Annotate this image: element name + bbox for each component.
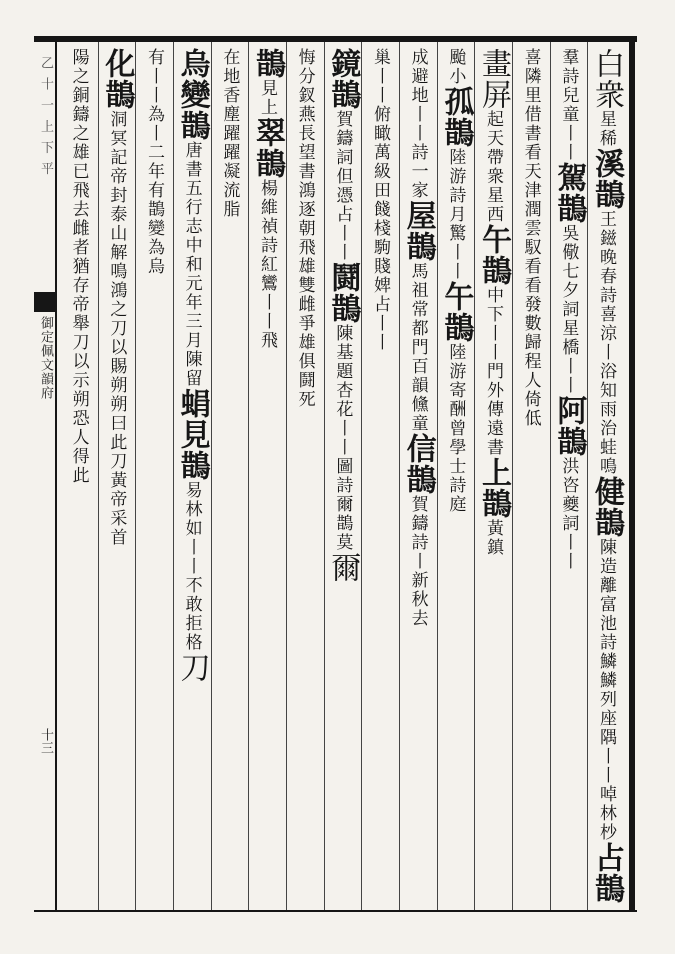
column-text: 唐書五行志中和元年三月陳留 xyxy=(181,141,202,388)
frame-top-border xyxy=(34,36,637,42)
column-text: 悔分釵燕長望書鴻 xyxy=(294,48,315,200)
headword: 屋鵲 xyxy=(400,200,436,262)
column-text: 陽之銅鑄之雄已飛去雌者猶存帝舉刀以示朔恐人得此 xyxy=(68,48,89,485)
column-text: 起天帶衆星西 xyxy=(482,110,503,224)
column-text: 喜隣里借書看 xyxy=(520,48,541,162)
column-text: 王鎡晚春詩喜涼丨浴知雨治蛙鳴 xyxy=(595,210,616,476)
fish-tail-mark-icon xyxy=(34,292,55,312)
margin-top-marks: 乙 十 一 上 下 平 xyxy=(38,56,53,177)
column-text: 巢丨丨俯瞰萬級田 xyxy=(369,48,390,200)
headword: 翠鵲 xyxy=(249,117,285,179)
margin-page-number: 十三 xyxy=(38,728,53,754)
column-text: 陸游詩月驚丨丨 xyxy=(445,148,466,281)
column-text: 洪咨夔詞丨丨 xyxy=(558,457,579,571)
text-column xyxy=(173,48,211,908)
headword: 信鵲 xyxy=(400,433,436,495)
column-text: 畫屏 xyxy=(475,48,511,110)
headword: 阿鵲 xyxy=(551,395,587,457)
text-column xyxy=(211,48,249,908)
headword: 健鵲 xyxy=(588,476,624,538)
column-rule xyxy=(98,42,99,910)
headword: 孤鵲 xyxy=(438,86,474,148)
headword: 駕鵲 xyxy=(551,162,587,224)
column-text: 天津潤雲馭看看發 xyxy=(520,162,541,314)
headword: 鏡鵲 xyxy=(325,48,361,110)
column-text: 黃鎮 xyxy=(482,519,503,557)
text-column xyxy=(98,48,136,908)
column-rule xyxy=(361,42,362,910)
column-text: 有丨丨為丨二年有鵲變為烏 xyxy=(143,48,164,276)
headword: 溪鵲 xyxy=(588,148,624,210)
column-text: 陳造離富池詩鱗鱗列座隅丨丨啅林杪 xyxy=(595,538,616,842)
column-text: 數歸程人倚低 xyxy=(520,314,541,428)
column-rule xyxy=(474,42,475,910)
column-text: 白衆 xyxy=(588,48,624,110)
column-rule xyxy=(173,42,174,910)
column-text: 陳基題杏花丨丨圖詩爾鵲莫 xyxy=(332,324,353,552)
column-text: 餞棧駒賤婢占丨丨 xyxy=(369,200,390,352)
column-rule xyxy=(211,42,212,910)
column-text: 洞冥記帝封泰山解鳴鴻之刀以賜朔朔曰此刀黃帝采首 xyxy=(106,110,127,547)
text-column xyxy=(587,48,625,908)
column-rule xyxy=(248,42,249,910)
column-text: 馬祖常都門百韻儵童 xyxy=(407,262,428,433)
margin-book-title: 御定佩文韻府 xyxy=(38,316,53,400)
column-rule xyxy=(550,42,551,910)
text-column xyxy=(60,48,98,908)
column-text: 爾 xyxy=(325,552,361,583)
column-text: 賀鑄詩丨新秋去 xyxy=(407,495,428,628)
column-text: 星稀 xyxy=(595,110,616,148)
column-text: 吳儆七夕詞星橋丨丨 xyxy=(558,224,579,395)
column-rule xyxy=(399,42,400,910)
column-text: 楊維禎詩紅鸞丨丨飛 xyxy=(256,179,277,350)
column-text: 颱小 xyxy=(445,48,466,86)
column-text: 陸游寄酬曾學士詩庭 xyxy=(445,343,466,514)
text-column xyxy=(361,48,399,908)
column-rule xyxy=(286,42,287,910)
text-column xyxy=(324,48,362,908)
headword: 鬪鵲 xyxy=(325,262,361,324)
frame-bottom-border xyxy=(34,910,637,912)
text-column xyxy=(135,48,173,908)
headword: 占鵲 xyxy=(588,842,624,904)
text-column xyxy=(512,48,550,908)
text-column xyxy=(248,48,286,908)
column-text: 易林如丨丨不敢拒格 xyxy=(181,481,202,652)
column-text: 見上 xyxy=(256,79,277,117)
text-column xyxy=(437,48,475,908)
text-column xyxy=(399,48,437,908)
text-column xyxy=(474,48,512,908)
headword: 蜎見鵲 xyxy=(174,388,210,481)
frame-left-border xyxy=(55,42,57,910)
headword: 鵲 xyxy=(249,48,285,79)
column-rule xyxy=(324,42,325,910)
column-rule xyxy=(135,42,136,910)
column-text: 賀鑄詞但憑占丨丨 xyxy=(332,110,353,262)
column-text: 逐朝飛雄雙雌爭雄俱鬪死 xyxy=(294,200,315,409)
frame-right-border xyxy=(629,36,635,912)
column-text: 在地香塵躍躍凝流脂 xyxy=(219,48,240,219)
column-text: 中下丨丨門外傳遠書 xyxy=(482,286,503,457)
headword: 化鵲 xyxy=(99,48,135,110)
column-text: 羣詩兒童丨丨 xyxy=(558,48,579,162)
column-rule xyxy=(437,42,438,910)
headword: 烏變鵲 xyxy=(174,48,210,141)
headword: 上鵲 xyxy=(475,457,511,519)
headword: 午鵲 xyxy=(475,224,511,286)
column-text: 成避地丨丨詩一家 xyxy=(407,48,428,200)
headword: 午鵲 xyxy=(438,281,474,343)
text-column xyxy=(550,48,588,908)
text-column xyxy=(286,48,324,908)
column-text: 刀 xyxy=(174,652,210,683)
column-rule xyxy=(587,42,588,910)
column-rule xyxy=(512,42,513,910)
